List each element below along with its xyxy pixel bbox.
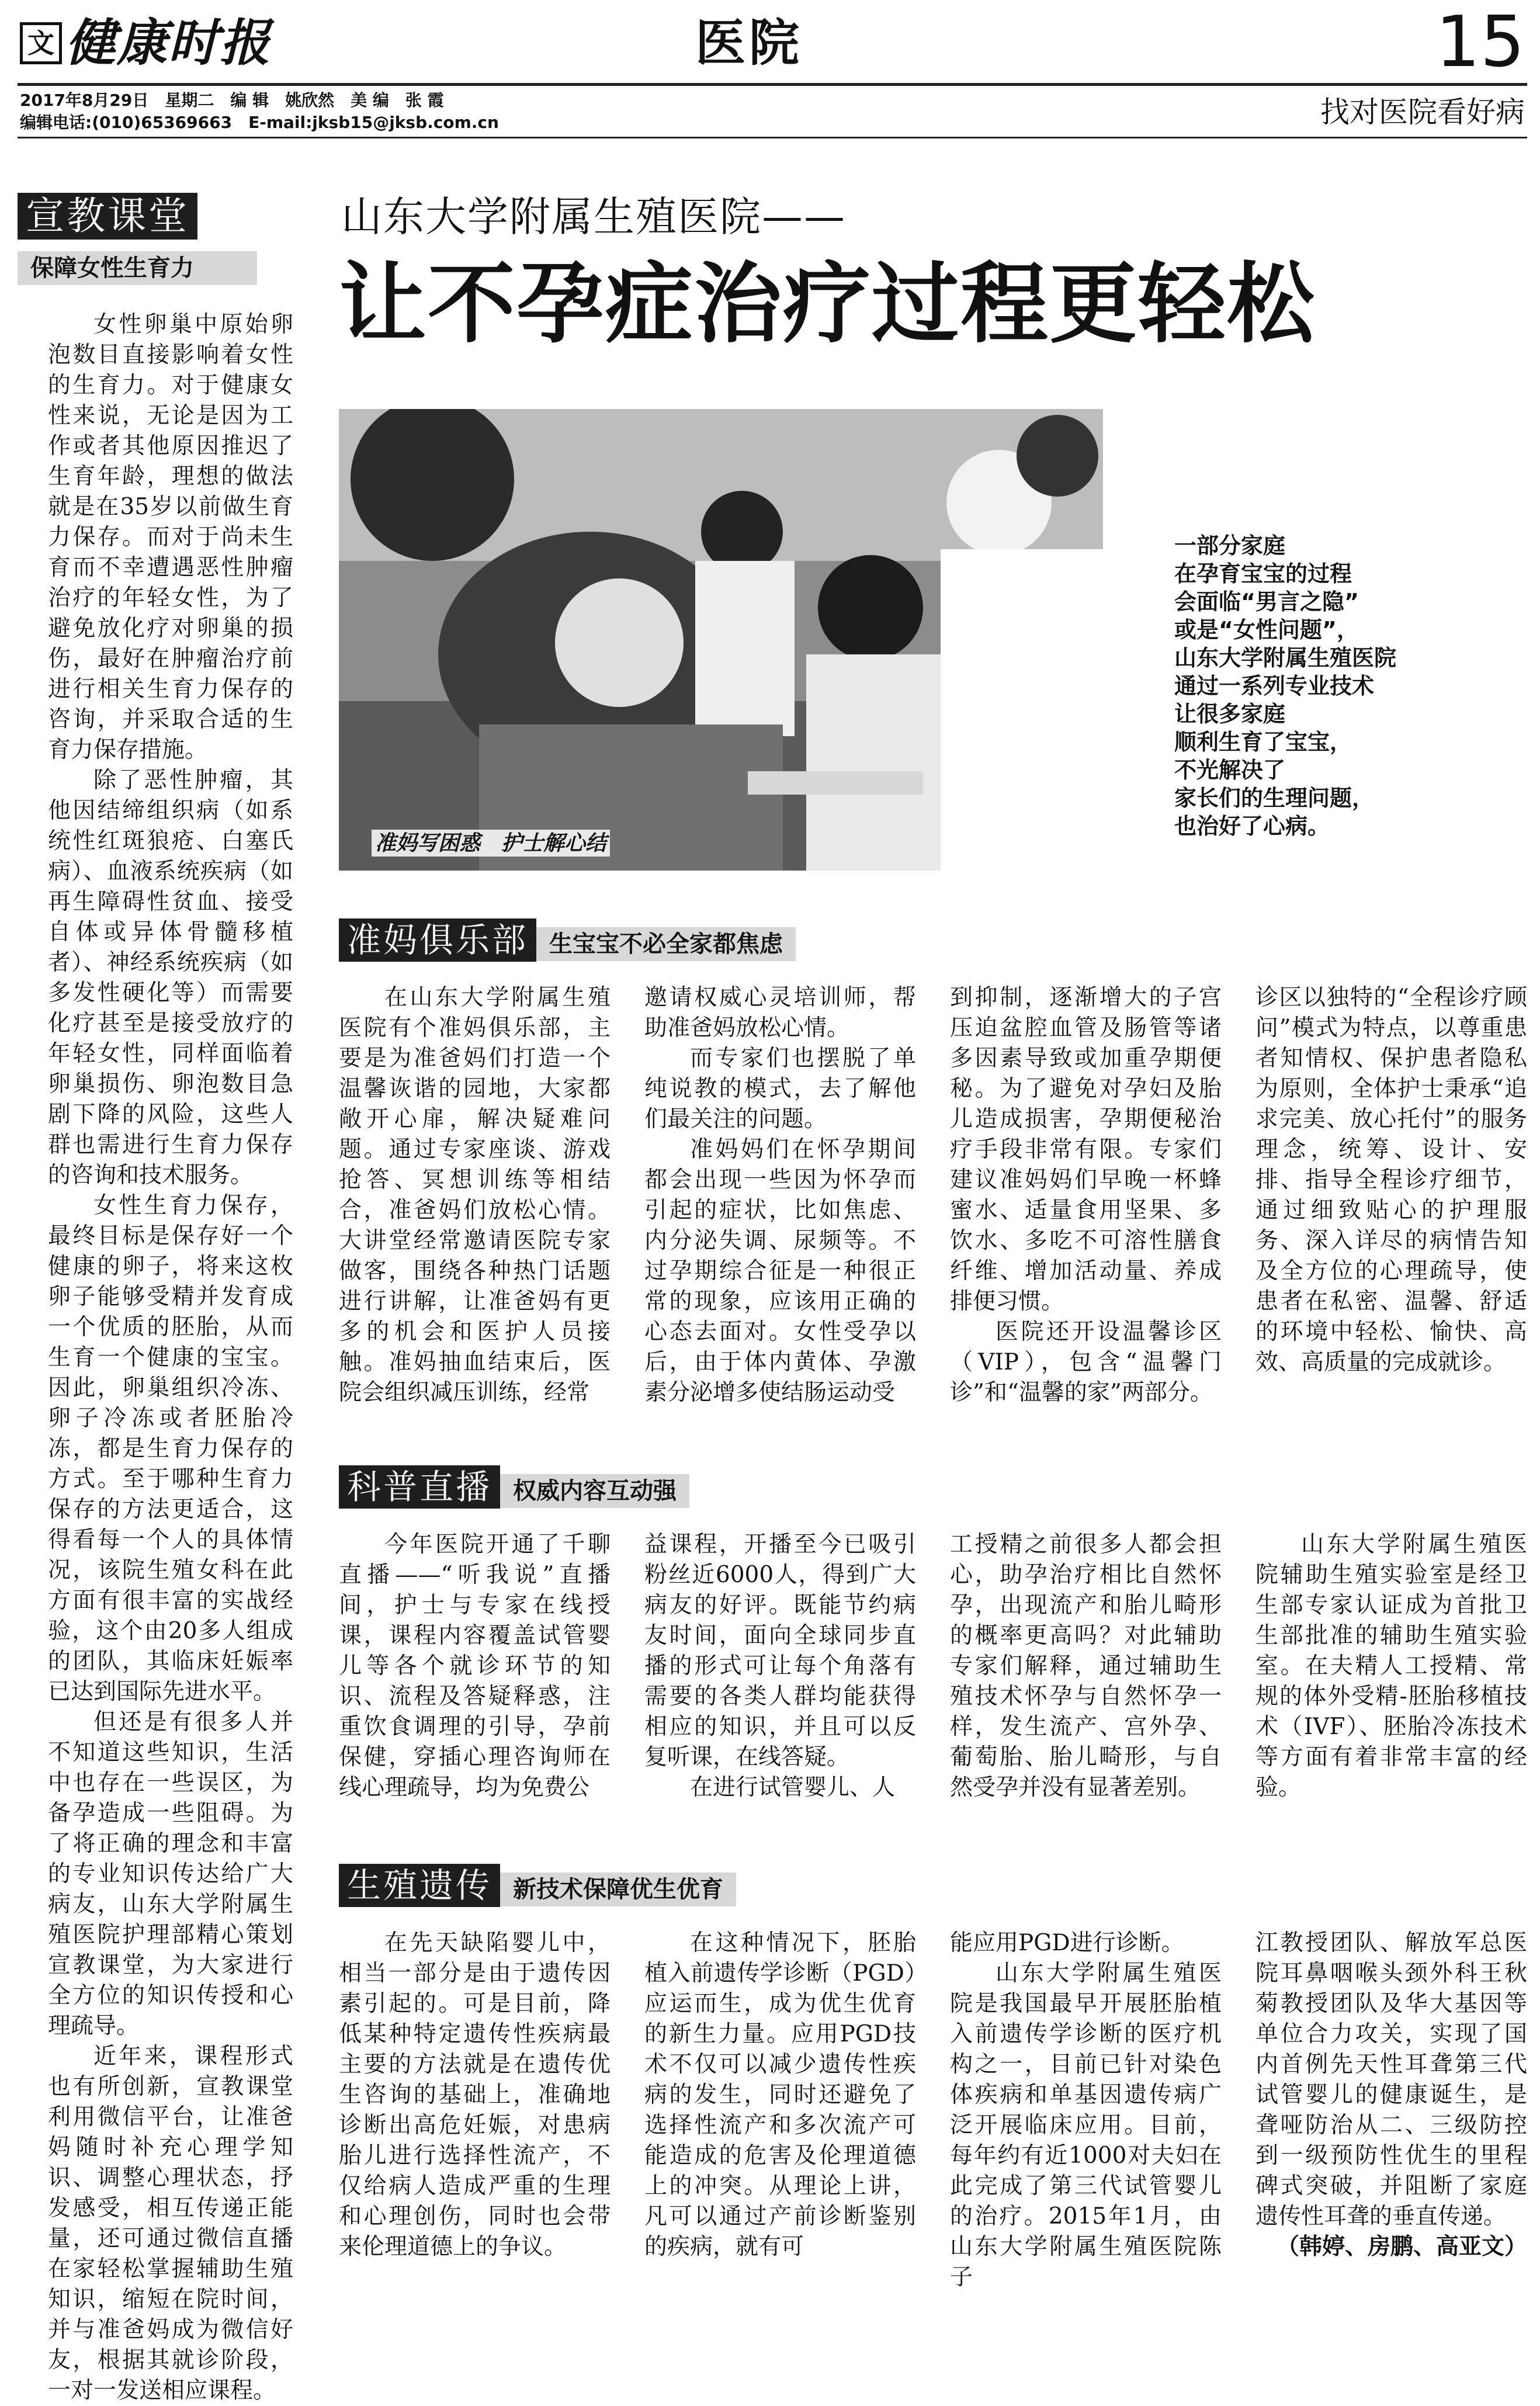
sidebar-paragraph: 女性卵巢中原始卵泡数目直接影响着女性的生育力。对于健康女性来说，无论是因为工作或者其他原因推迟了生育年龄，理想的做法就是在35岁以前做生育力保存。而对于尚未生育而不幸遭遇恶性肿瘤治疗的年轻女性，为了避免放化疗对卵巢的损伤，最好在肿瘤治疗前进行相关生育力保存的咨询，并采取合适的生育力保存措施。 (48, 311, 293, 763)
intro-line: 一部分家庭 (1174, 533, 1286, 559)
section-column: 在这种情况下，胚胎植入前遗传学诊断（PGD）应运而生，成为优生优育的新生力量。应用PGD技术不仅可以减少遗传性疾病的发生，同时还避免了选择性流产和多次流产可能造成的危害及伦理道德上的冲突。从理论上讲，凡可以通过产前诊断鉴别的疾病，就有可 (644, 1930, 916, 2260)
intro-line: 不光解决了 (1174, 757, 1286, 783)
section-heading (339, 1465, 923, 1509)
sidebar-body (48, 310, 293, 2406)
section-column: 工授精之前很多人都会担心，助孕治疗相比自然怀孕，出现流产和胎儿畸形的概率更高吗？对此辅助专家们解释，通过辅助生殖技术怀孕与自然怀孕一样，发生流产、宫外孕、葡萄胎、胎儿畸形，与自然受孕并没有显著差别。 (950, 1531, 1222, 1801)
section-column: 今年医院开通了千聊直播——“听我说”直播间，护士与专家在线授课，课程内容覆盖试管婴儿等各个就诊环节的知识、流程及答疑释惑，注重饮食调理的引导，孕前保健，穿插心理咨询师在线心理疏导，均为免费公 (339, 1531, 611, 1801)
section-column: 到抑制，逐渐增大的子宫压迫盆腔血管及肠管等诸多因素导致或加重孕期便秘。为了避免对孕妇及胎儿造成损害，孕期便秘治疗手段非常有限。专家们建议准妈妈们早晚一杯蜂蜜水、适量食用坚果、多饮水、多吃不可溶性膳食纤维、增加活动量、养成排便习惯。 医院还开设温馨诊区（VIP），包含“温馨门诊”和“温馨的家”两部分。 (950, 984, 1222, 1406)
intro-line: 通过一系列专业技术 (1174, 673, 1375, 699)
section-column: 江教授团队、解放军总医院耳鼻咽喉头颈外科王秋菊教授团队及华大基因等单位合力攻关，实现了国内首例先天性耳聋第三代试管婴儿的健康诞生，是聋哑防治从二、三级防控到一级预防性优生的里程碑式突破，并阻断了家庭遗传性耳聋的垂直传递。 （韩婷、房鹏、高亚文） (1255, 1928, 1527, 2262)
section-column: 邀请权威心灵培训师，帮助准爸妈放松心情。 而专家们也摆脱了单纯说教的模式，去了解他们最关注的问题。 准妈妈们在怀孕期间都会出现一些因为怀孕而引起的症状，比如焦虑、内分泌失调、尿频等。不过孕期综合征是一种很正常的现象，应该用正确的心态去面对。女性受孕以后，由于体内黄体、孕激素分泌增多使结肠运动受 (644, 984, 916, 1406)
slogan: 找对医院看好病 (1320, 95, 1525, 129)
intro-blurb (1174, 532, 1501, 840)
intro-line: 山东大学附属生殖医院 (1174, 645, 1397, 671)
logo-mark: 文 (20, 22, 62, 64)
section-column: 在先天缺陷婴儿中，相当一部分是由于遗传因素引起的。可是目前，降低某种特定遗传性疾病最主要的方法就是在遗传优生咨询的基础上，准确地诊断出高危妊娠，对患病胎儿进行选择性流产，不仅给病人造成严重的生理和心理创伤，同时也会带来伦理道德上的争议。 (339, 1930, 611, 2260)
sidebar-subtitle: 保障女性生育力 (18, 251, 257, 285)
byline: （韩婷、房鹏、高亚文） (1276, 2234, 1527, 2260)
section-column: 能应用PGD进行诊断。 山东大学附属生殖医院是我国最早开展胚胎植入前遗传学诊断的医疗机构之一，目前已针对染色体疾病和单基因遗传病广泛开展临床应用。目前，每年约有近1000对夫妇在此完成了第三代试管婴儿的治疗。2015年1月，由山东大学附属生殖医院陈子 (950, 1930, 1222, 2290)
section-tag: 准妈俱乐部 (339, 918, 536, 962)
section-column: 山东大学附属生殖医院辅助生殖实验室是经卫生部专家认证成为首批卫生部批准的辅助生殖实验室。在夫精人工授精、常规的体外受精-胚胎移植技术（IVF）、胚胎冷冻技术等方面有着非常丰富的经验。 (1255, 1531, 1527, 1801)
headline-title: 让不孕症治疗过程更轻松 (339, 252, 1316, 355)
intro-line: 在孕育宝宝的过程 (1174, 561, 1352, 587)
page-number: 15 (1435, 2, 1525, 83)
intro-line: 会面临“男言之隐” (1174, 589, 1359, 615)
section-tag: 科普直播 (339, 1465, 500, 1509)
masthead (0, 0, 1540, 140)
sidebar-paragraph: 除了恶性肿瘤，其他因结缔组织病（如系统性红斑狼疮、白塞氏病）、血液系统疾病（如再生障碍性贫血、接受自体或异体骨髓移植者）、神经系统疾病（如多发性硬化等）而需要化疗甚至是接受放疗的年轻女性，同样面临着卵巢损伤、卵泡数目急剧下降的风险，这些人群也需进行生育力保存的咨询和技术服务。 (48, 767, 293, 1188)
section-name: 医院 (695, 14, 803, 72)
news-photo (339, 409, 1103, 871)
sidebar-column (18, 193, 293, 2404)
section-column: 益课程，开播至今已吸引粉丝近6000人，得到广大病友的好评。既能节约病友时间，面向全球同步直播的形式可让每个角落有需要的各类人群均能获得相应的知识，并且可以反复听课，在线答疑。 在进行试管婴儿、人 (644, 1531, 916, 1801)
photo-caption: 准妈写困惑 护士解心结 (372, 830, 610, 857)
sidebar-paragraph: 女性生育力保存，最终目标是保存好一个健康的卵子，将来这枚卵子能够受精并发育成一个优质的胚胎，从而生育一个健康的宝宝。因此，卵巢组织冷冻、卵子冷冻或者胚胎冷冻，都是生育力保存的方式。至于哪种生育力保存的方法更适合，这得看每一个人的具体情况，该院生殖女科在此方面有很丰富的实战经验，这个由20多人组成的团队，其临床妊娠率已达到国际先进水平。 (48, 1192, 293, 1705)
photo-illustration (339, 409, 1103, 871)
contact-line: 编辑电话:(010)65369663 E-mail:jksb15@jksb.com.cn (20, 113, 499, 132)
date-line: 2017年8月29日 星期二 编 辑 姚欣然 美 编 张 霞 (20, 91, 444, 110)
section-subtitle: 生宝宝不必全家都焦虑 (536, 927, 796, 961)
section-tag: 生殖遗传 (339, 1864, 500, 1907)
section-subtitle: 权威内容互动强 (500, 1474, 689, 1508)
intro-line: 也治好了心病。 (1174, 813, 1330, 839)
intro-line: 家长们的生理问题， (1174, 785, 1375, 811)
masthead-bottom-rule (18, 137, 1527, 138)
intro-line: 顺利生育了宝宝， (1174, 729, 1352, 755)
section-heading (339, 1864, 923, 1907)
intro-line: 或是“女性问题”， (1174, 617, 1359, 643)
intro-line: 让很多家庭 (1174, 701, 1286, 727)
paper-name: 健康时报 (65, 14, 271, 72)
sidebar-tag: 宣教课堂 (18, 193, 197, 240)
headline-kicker: 山东大学附属生殖医院—— (341, 193, 846, 241)
section-column: 诊区以独特的“全程诊疗顾问”模式为特点，以尊重患者知情权、保护患者隐私为原则，全体护士秉承“追求完美、放心托付”的服务理念，统筹、设计、安排、指导全程诊疗细节，通过细致贴心的护理服务、深入详尽的病情告知及全方位的心理疏导，使患者在私密、温馨、舒适的环境中轻松、愉快、高效、高质量的完成就诊。 (1255, 984, 1527, 1375)
sidebar-paragraph: 但还是有很多人并不知道这些知识，生活中也存在一些误区，为备孕造成一些阻碍。为了将正确的理念和丰富的专业知识传达给广大病友，山东大学附属生殖医院护理部精心策划宣教课堂，为大家进行全方位的知识传授和心理疏导。 (48, 1709, 293, 2039)
section-column: 在山东大学附属生殖医院有个准妈俱乐部，主要是为准爸妈们打造一个温馨诙谐的园地，大家都敞开心扉，解决疑难问题。通过专家座谈、游戏抢答、冥想训练等相结合，准爸妈们放松心情。大讲堂经常邀请医院专家做客，围绕各种热门话题进行讲解，让准爸妈有更多的机会和医护人员接触。准妈抽血结束后，医院会组织减压训练，经常 (339, 984, 611, 1406)
sidebar-paragraph: 近年来，课程形式也有所创新，宣教课堂利用微信平台，让准爸妈随时补充心理学知识、调整心理状态，抒发感受，相互传递正能量，还可通过微信直播在家轻松掌握辅助生殖知识，缩短在院时间，并与准爸妈成为微信好友，根据其就诊阶段，一对一发送相应课程。 (48, 2043, 293, 2404)
section-heading (339, 918, 923, 962)
masthead-rule (18, 83, 1527, 86)
section-subtitle: 新技术保障优生优育 (500, 1873, 736, 1906)
